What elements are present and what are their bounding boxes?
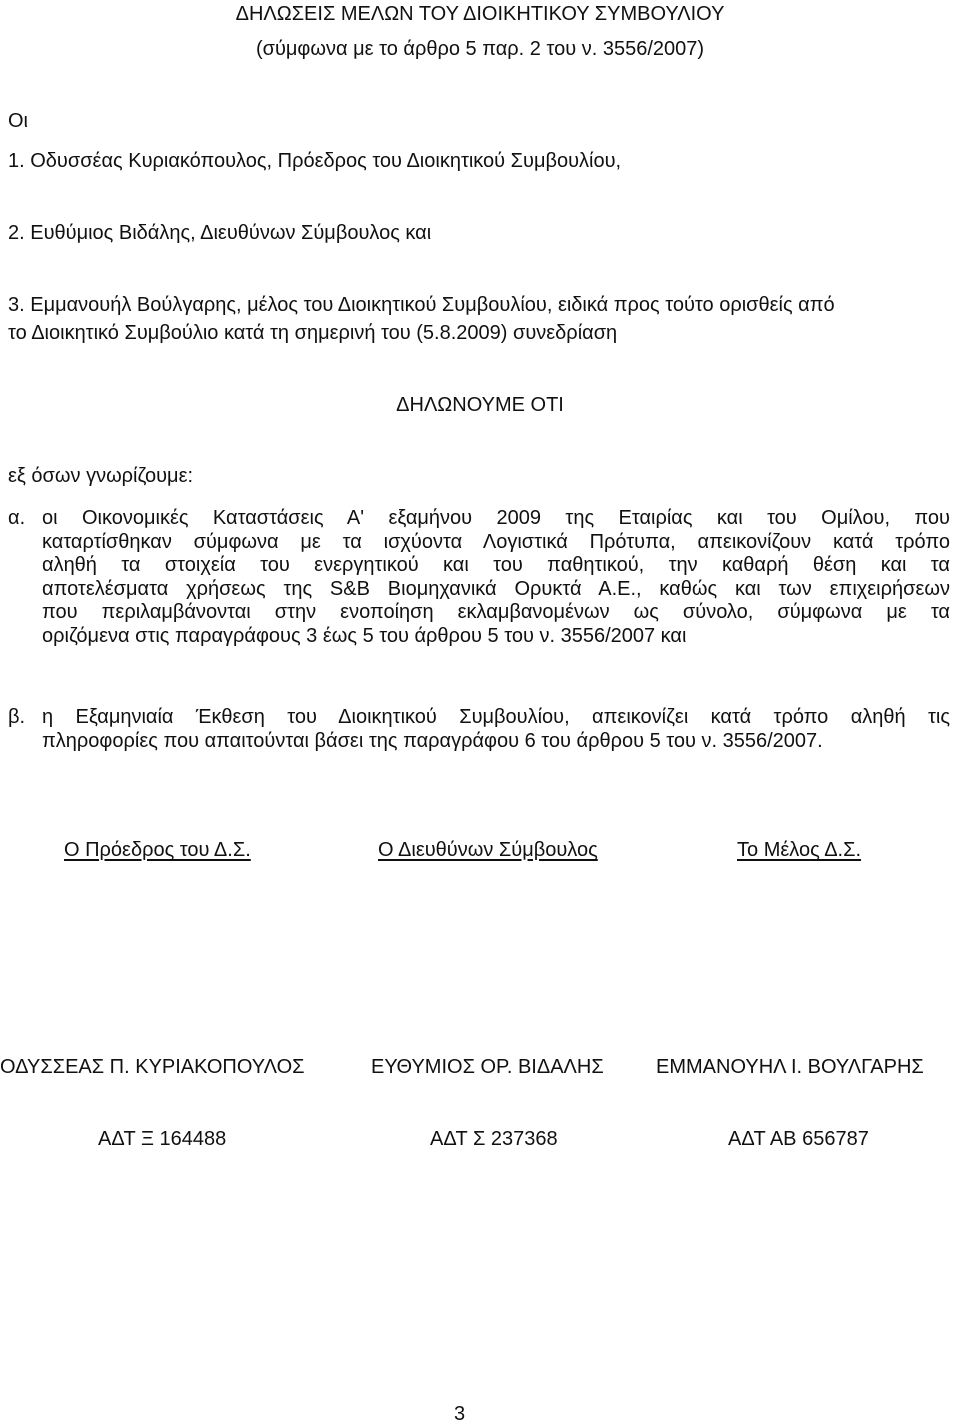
- point-b-marker: β.: [8, 706, 26, 728]
- point-a-line: οι Οικονομικές Καταστάσεις Α' εξαμήνου 2009 της Εταιρίας και του Ομίλου, που: [42, 507, 950, 529]
- knowledge-line: εξ όσων γνωρίζουμε:: [8, 465, 194, 487]
- signatory-name-ceo: ΕΥΘΥΜΙΟΣ ΟΡ. ΒΙΔΑΛΗΣ: [371, 1056, 604, 1078]
- point-b-paragraph: [42, 705, 950, 752]
- signatory-name-member: ΕΜΜΑΝΟΥΗΛ Ι. ΒΟΥΛΓΑΡΗΣ: [656, 1056, 924, 1078]
- point-a-marker: α.: [8, 507, 26, 529]
- document-subtitle: (σύμφωνα με το άρθρο 5 παρ. 2 του ν. 3556/2007): [255, 38, 705, 60]
- point-a-paragraph: [42, 506, 950, 647]
- signatory-id-ceo: ΑΔΤ Σ 237368: [430, 1128, 558, 1150]
- point-a-line: οριζόμενα στις παραγράφους 3 έως 5 του άρθρου 5 του ν. 3556/2007 και: [42, 624, 687, 647]
- signatory-role-chairman: Ο Πρόεδρος του Δ.Σ.: [64, 839, 251, 861]
- intro-text: Οι: [8, 110, 28, 132]
- member-3-continued: το Διοικητικό Συμβούλιο κατά τη σημερινή του (5.8.2009) συνεδρίαση: [8, 322, 618, 344]
- document-title: ΔΗΛΩΣΕΙΣ ΜΕΛΩΝ ΤΟΥ ΔΙΟΙΚΗΤΙΚΟΥ ΣΥΜΒΟΥΛΙΟΥ: [235, 3, 725, 25]
- signatory-name-chairman: ΟΔΥΣΣΕΑΣ Π. ΚΥΡΙΑΚΟΠΟΥΛΟΣ: [0, 1056, 305, 1078]
- member-1: 1. Οδυσσέας Κυριακόπουλος, Πρόεδρος του Διοικητικού Συμβουλίου,: [8, 150, 622, 172]
- point-a-line: που περιλαμβάνονται στην ενοποίηση εκλαμβανομένων ως σύνολο, σύμφωνα με τα: [42, 601, 950, 623]
- declaration-heading: ΔΗΛΩΝΟΥΜΕ ΟΤΙ: [396, 394, 564, 416]
- page-number: 3: [454, 1403, 466, 1425]
- point-a-line: αποτελέσματα χρήσεως της S&B Βιομηχανικά Ορυκτά Α.Ε., καθώς και των επιχειρήσεων: [42, 577, 950, 600]
- signatory-id-member: ΑΔΤ ΑΒ 656787: [728, 1128, 869, 1150]
- point-b-line: η Εξαμηνιαία Έκθεση του Διοικητικού Συμβουλίου, απεικονίζει κατά τρόπο αληθή τις: [42, 706, 950, 728]
- point-a-line: αληθή τα στοιχεία του ενεργητικού και του παθητικού, την καθαρή θέση και τα: [42, 554, 950, 576]
- signatory-role-member: Το Μέλος Δ.Σ.: [737, 839, 862, 861]
- signatory-role-ceo: Ο Διευθύνων Σύμβουλος: [378, 839, 598, 861]
- signatory-id-chairman: ΑΔΤ Ξ 164488: [98, 1128, 227, 1150]
- point-a-line: καταρτίσθηκαν σύμφωνα με τα ισχύοντα Λογιστικά Πρότυπα, απεικονίζουν κατά τρόπο: [42, 530, 950, 553]
- member-2: 2. Ευθύμιος Βιδάλης, Διευθύνων Σύμβουλος και: [8, 222, 432, 244]
- member-3: 3. Εμμανουήλ Βούλγαρης, μέλος του Διοικητικού Συμβουλίου, ειδικά προς τούτο ορισθείς από: [8, 294, 835, 316]
- point-b-line: πληροφορίες που απαιτούνται βάσει της παραγράφου 6 του άρθρου 5 του ν. 3556/2007.: [42, 729, 823, 752]
